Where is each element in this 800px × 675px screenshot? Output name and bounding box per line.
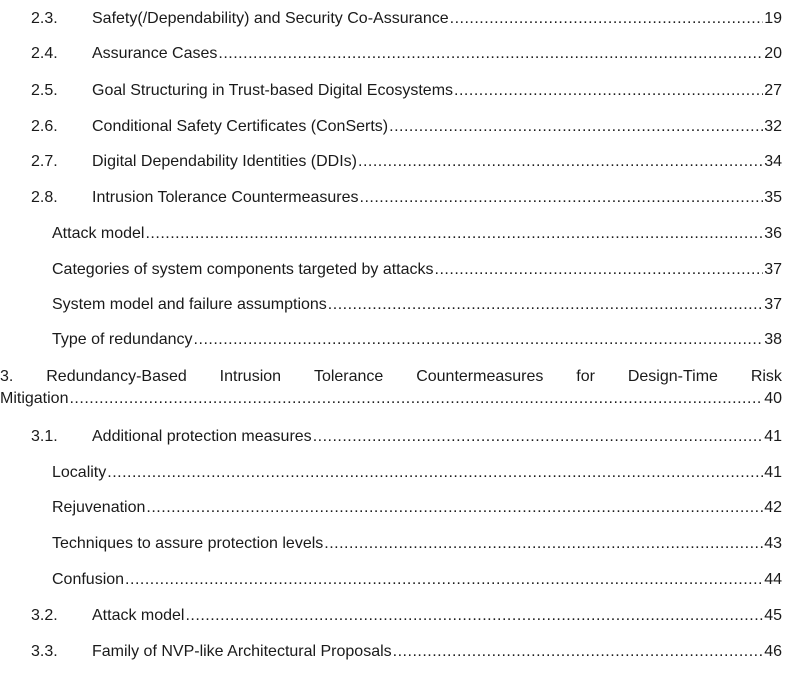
page-number: 36 [764,225,782,242]
toc-entry[interactable] [0,116,800,138]
section-number: 2.8. [31,189,58,206]
section-title: Intrusion Tolerance Countermeasures [92,189,359,206]
toc-entry[interactable] [0,329,800,351]
section-title: Confusion [52,571,125,588]
toc-entry[interactable] [0,8,800,30]
section-title: Type of redundancy [52,331,193,348]
page-number: 20 [764,45,782,62]
section-number: 2.7. [31,153,58,170]
section-number: 3.3. [31,643,58,660]
section-number: 2.3. [31,10,58,27]
toc-entry[interactable] [0,151,800,173]
dot-leader [107,462,763,484]
page-number: 19 [764,10,782,27]
toc-entry[interactable] [0,533,800,555]
chapter-title-line [0,366,782,388]
section-number: 2.5. [31,82,58,99]
toc-entry[interactable] [0,497,800,519]
section-title: Goal Structuring in Trust-based Digital Ecosystems [92,82,454,99]
section-title: Additional protection measures [92,428,312,445]
chapter-word: Design-Time [627,368,718,385]
toc-entry[interactable] [0,223,800,245]
chapter-title-continuation: Mitigation [0,390,69,407]
section-number: 3.2. [31,607,58,624]
chapter-word: Tolerance [313,368,384,385]
page-number: 38 [764,331,782,348]
section-title: Attack model [52,225,145,242]
toc-entry[interactable] [0,641,800,663]
page-number: 44 [764,571,782,588]
section-title: Locality [52,464,107,481]
dot-leader [450,8,764,30]
dot-leader [218,43,763,65]
section-title: Safety(/Dependability) and Security Co-Assurance [92,10,449,27]
dot-leader [328,294,763,316]
section-title: Categories of system components targeted by attacks [52,261,434,278]
section-number: 3.1. [31,428,58,445]
toc-entry[interactable] [0,294,800,316]
dot-leader [145,223,763,245]
dot-leader [393,641,764,663]
dot-leader [69,388,763,410]
page-number: 35 [764,189,782,206]
dot-leader [360,187,764,209]
page-number: 32 [764,118,782,135]
dot-leader [389,116,763,138]
toc-entry[interactable] [0,426,800,448]
page-number: 27 [764,82,782,99]
toc-entry[interactable] [0,43,800,65]
page-number: 43 [764,535,782,552]
page-number: 37 [764,296,782,313]
toc-entry[interactable] [0,462,800,484]
dot-leader [358,151,763,173]
page-number: 34 [764,153,782,170]
chapter-word: Countermeasures [416,368,544,385]
chapter-word: for [576,368,595,385]
chapter-word: Intrusion [219,368,282,385]
page-number: 45 [764,607,782,624]
page-number: 46 [764,643,782,660]
dot-leader [146,497,763,519]
section-number: 2.6. [31,118,58,135]
dot-leader [194,329,764,351]
chapter-word: Risk [750,368,782,385]
dot-leader [125,569,763,591]
page-number: 42 [764,499,782,516]
dot-leader [324,533,763,555]
chapter-word: Redundancy-Based [46,368,187,385]
section-number: 2.4. [31,45,58,62]
section-title: Digital Dependability Identities (DDIs) [92,153,357,170]
toc-entry[interactable] [0,80,800,102]
section-title: Family of NVP-like Architectural Proposals [92,643,392,660]
page-number: 41 [764,464,782,481]
dot-leader [185,605,763,627]
section-title: Techniques to assure protection levels [52,535,324,552]
toc-entry[interactable] [0,259,800,281]
section-title: Assurance Cases [92,45,218,62]
section-title: Conditional Safety Certificates (ConSerts) [92,118,389,135]
dot-leader [454,80,763,102]
page-number: 40 [764,390,782,407]
toc-entry[interactable] [0,605,800,627]
toc-entry[interactable] [0,569,800,591]
dot-leader [313,426,764,448]
section-title: Attack model [92,607,185,624]
section-title: System model and failure assumptions [52,296,327,313]
page-number: 41 [764,428,782,445]
section-title: Rejuvenation [52,499,146,516]
dot-leader [435,259,764,281]
page-number: 37 [764,261,782,278]
chapter-word: 3. [0,368,14,385]
toc-entry[interactable] [0,187,800,209]
toc-chapter-entry[interactable] [0,366,800,410]
